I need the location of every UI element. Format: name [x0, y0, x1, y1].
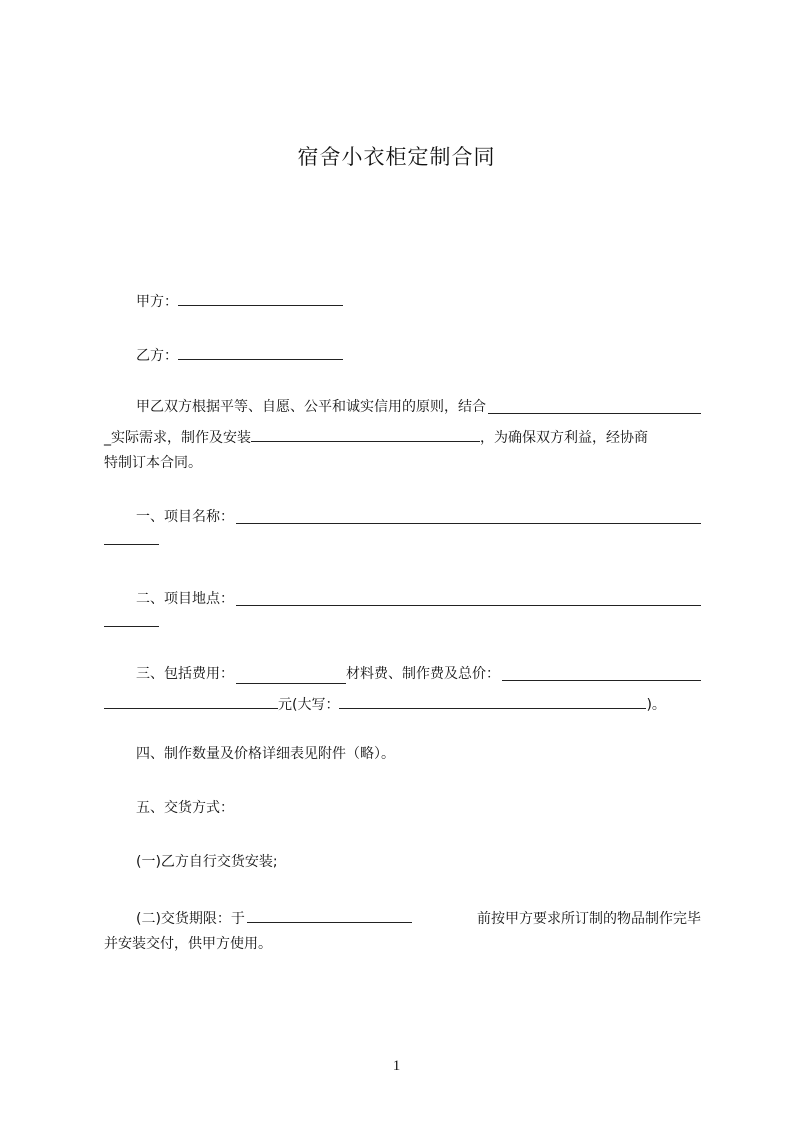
item2-blank-cont	[104, 610, 159, 627]
item3-label: 三、包括费用：	[136, 666, 234, 682]
intro-blank-2	[251, 425, 480, 442]
item3-mid: 材料费、制作费及总价：	[346, 666, 500, 682]
intro-line-2	[104, 425, 648, 448]
item3-blank-2	[502, 665, 701, 681]
item5-2-text-b: 前按甲方要求所订制的物品制作完毕	[477, 911, 701, 927]
item3-close: )。	[646, 697, 666, 713]
party-b-blank	[178, 343, 343, 360]
item2-label: 二、项目地点：	[136, 591, 234, 607]
intro-text-3: 特制订本合同。	[104, 455, 202, 471]
item5-2-text-c: 并安装交付，供甲方使用。	[104, 936, 272, 952]
item5-2-blank	[247, 906, 412, 923]
item4-line	[136, 744, 395, 764]
item2-line	[136, 589, 701, 609]
item5-1-line	[136, 852, 278, 872]
intro-text-1: 甲乙双方根据平等、自愿、公平和诚实信用的原则，结合	[136, 399, 486, 415]
item1-line	[136, 507, 701, 527]
item1-blank	[236, 508, 701, 524]
item3-yuan: 元(大写：	[278, 697, 340, 713]
item4-text: 四、制作数量及价格详细表见附件（略）。	[136, 746, 395, 762]
item3-blank-4	[339, 692, 646, 709]
item3-blank-3	[104, 692, 278, 709]
document-title: 宿舍小衣柜定制合同	[297, 145, 496, 169]
item5-line	[136, 798, 234, 818]
item2-blank	[236, 590, 701, 606]
intro-line-1	[136, 397, 701, 417]
party-b-line	[136, 343, 343, 366]
item3-line-1	[136, 664, 701, 684]
item5-2-line-2	[104, 934, 272, 954]
intro-line-3	[104, 453, 202, 473]
item1-continuation	[104, 528, 159, 551]
item1-label: 一、项目名称：	[136, 509, 234, 525]
item5-text: 五、交货方式：	[136, 800, 234, 816]
item1-blank-cont	[104, 528, 159, 545]
item5-1-text: (一)乙方自行交货安装;	[136, 854, 278, 870]
party-b-label: 乙方：	[136, 348, 178, 364]
intro-text-2b: ，为确保双方利益，经协商	[480, 430, 648, 446]
item5-2-text-a: (二)交货期限：于	[136, 911, 245, 927]
item5-2-line-1	[136, 906, 701, 929]
item3-blank-1	[236, 667, 346, 684]
party-a-line	[136, 289, 343, 312]
item3-line-2	[104, 692, 666, 715]
item2-continuation	[104, 610, 159, 633]
party-a-blank	[178, 289, 343, 306]
page-number: 1	[392, 1058, 401, 1074]
intro-blank-1	[488, 398, 701, 414]
intro-text-2a: _实际需求，制作及安装	[104, 430, 251, 446]
party-a-label: 甲方：	[136, 294, 178, 310]
